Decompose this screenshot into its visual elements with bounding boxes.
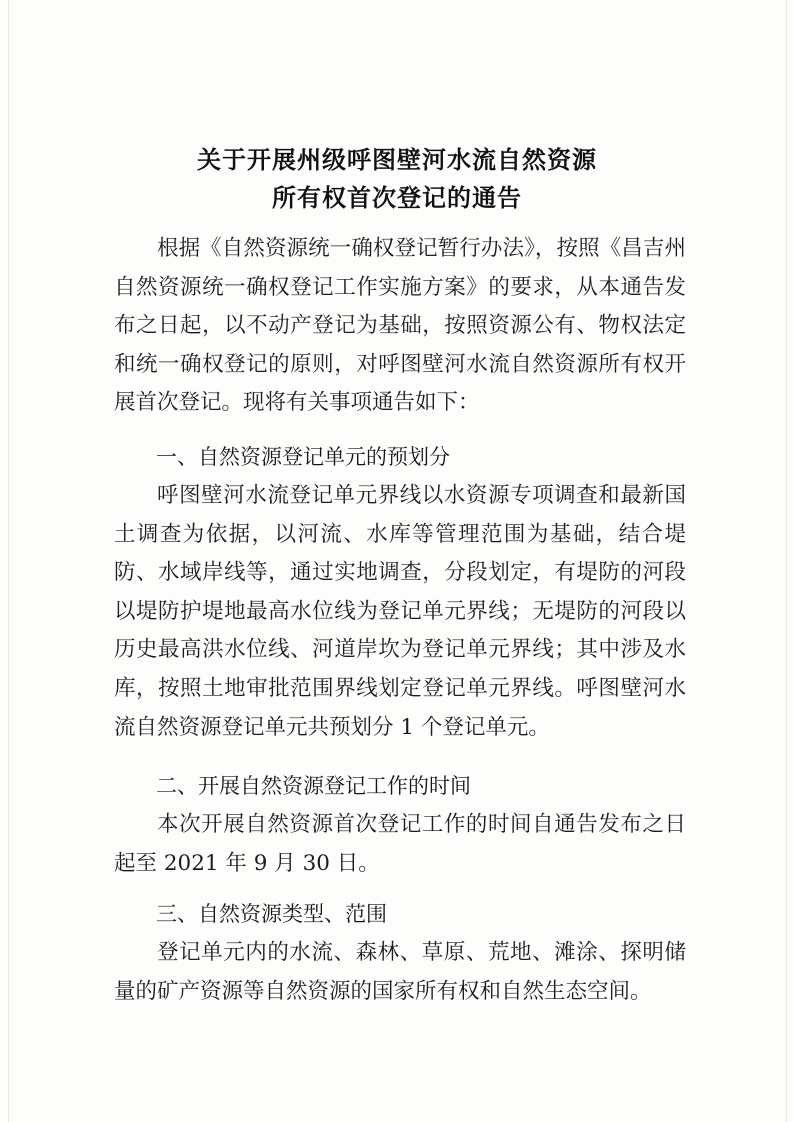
- section-3-body: [114, 934, 686, 1011]
- section-2-text: 本次开展自然资源首次登记工作的时间自通告发布之日起至 2021 年 9 月 30 日。: [114, 812, 686, 876]
- document-title-line-2: 所有权首次登记的通告: [272, 184, 522, 212]
- section-3-text: 登记单元内的水流、森林、草原、荒地、滩涂、探明储量的矿产资源等自然资源的国家所有权和自然生态空间。: [114, 940, 686, 1004]
- section-2-heading: 二、开展自然资源登记工作的时间: [156, 774, 471, 798]
- section-3-heading: 三、自然资源类型、范围: [156, 902, 387, 926]
- section-1-body: [114, 477, 686, 747]
- section-1-text: 呼图壁河水流登记单元界线以水资源专项调查和最新国土调查为依据，以河流、水库等管理范围为基础，结合堤防、水域岸线等，通过实地调查，分段划定，有堤防的河段以堤防护堤地最高水位线为登记单元界线；无堤防的河段以历史最高洪水位线、河道岸坎为登记单元界线；其中涉及水库，按照土地审批范围界线划定登记单元界线。呼图壁河水流自然资源登记单元共预划分 1 个登记单元。: [114, 483, 686, 740]
- document-title-line-1: 关于开展州级呼图壁河水流自然资源: [197, 146, 597, 174]
- section-1-heading: 一、自然资源登记单元的预划分: [156, 445, 450, 469]
- intro-text: 根据《自然资源统一确权登记暂行办法》，按照《昌吉州自然资源统一确权登记工作实施方案》的要求，从本通告发布之日起，以不动产登记为基础，按照资源公有、物权法定和统一确权登记的原则，对呼图壁河水流自然资源所有权开展首次登记。现将有关事项通告如下：: [114, 236, 686, 416]
- intro-paragraph: [114, 230, 686, 423]
- section-2-body: [114, 806, 686, 883]
